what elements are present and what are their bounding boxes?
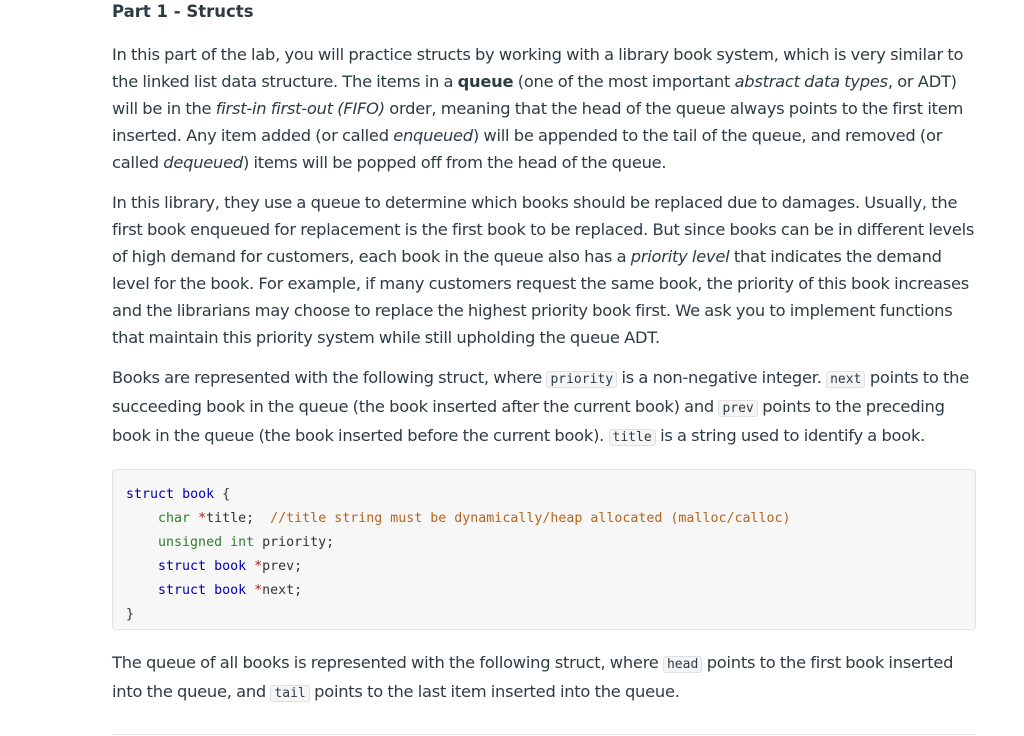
text: that indicates the demand level for the book. For example, if many customers request the same book, the priority of this book increases and the librarians may choose to replace the highest priority book first. We ask you to implement functions that maintain this priority system while still upholding the queue ADT. — [112, 247, 969, 347]
text: ) items will be popped off from the head of the queue. — [242, 153, 667, 172]
text: is a string used to identify a book. — [655, 426, 926, 445]
code-field: title; — [206, 511, 255, 526]
inline-code-tail: tail — [270, 685, 309, 702]
italic-term: first-in first-out (FIFO) — [215, 99, 385, 118]
text: is a non-negative integer. — [617, 368, 827, 387]
priority-paragraph — [112, 189, 976, 351]
code-keyword: struct — [126, 487, 175, 502]
text: (one of the most important — [513, 72, 735, 91]
lab-content — [112, 0, 976, 707]
bold-term-queue: queue — [457, 72, 514, 91]
queue-intro-paragraph — [112, 41, 976, 176]
italic-term: enqueued — [393, 126, 473, 145]
code-type-name: book — [214, 583, 247, 598]
code-punct: { — [214, 487, 231, 502]
text: , or ADT) will be in the — [112, 72, 957, 118]
section-divider — [112, 734, 976, 735]
text: Books are represented with the following struct, where — [112, 368, 547, 387]
code-field: prev; — [262, 559, 303, 574]
inline-code-prev: prev — [718, 400, 757, 417]
code-field: next; — [262, 583, 303, 598]
inline-code-title: title — [609, 429, 656, 446]
section-title: Part 1 - Structs — [112, 2, 254, 21]
code-field: priority; — [262, 535, 335, 550]
book-struct-code-block — [112, 469, 976, 630]
code-keyword: struct — [158, 559, 207, 574]
code-type: unsigned int — [158, 535, 255, 550]
text: In this library, they use a queue to determine which books should be replaced due to damages. Usually, the first book enqueued for replacement is the first book to be replaced. But since books can be in different levels of high demand for customers, each book in the queue also has a — [112, 193, 975, 266]
text: points to the first book inserted into the queue, and — [112, 653, 954, 701]
inline-code-next: next — [826, 371, 865, 388]
text: order, meaning that the head of the queue always points to the first item inserted. Any item added (or called — [112, 99, 964, 145]
book-struct-paragraph — [112, 364, 976, 451]
code-pointer: * — [198, 511, 207, 526]
code-pointer: * — [254, 559, 263, 574]
italic-term: dequeued — [163, 153, 243, 172]
code-comment: //title string must be dynamically/heap allocated (malloc/calloc) — [270, 511, 791, 526]
code-type-name: book — [182, 487, 215, 502]
code-punct: } — [126, 607, 135, 622]
code-type: char — [158, 511, 191, 526]
text: In this part of the lab, you will practice structs by working with a library book system, which is very similar to the linked list data structure. The items in a — [112, 45, 964, 91]
queue-struct-paragraph — [112, 649, 976, 707]
code-pointer: * — [254, 583, 263, 598]
text: points to the last item inserted into the queue. — [309, 682, 680, 701]
code-type-name: book — [214, 559, 247, 574]
text: The queue of all books is represented with the following struct, where — [112, 653, 663, 672]
text: ) will be appended to the tail of the queue, and removed (or called — [112, 126, 943, 172]
italic-term: abstract data types — [734, 72, 888, 91]
code-keyword: struct — [158, 583, 207, 598]
text: points to the preceding book in the queue (the book inserted before the current book). — [112, 397, 945, 445]
inline-code-head: head — [663, 656, 702, 673]
inline-code-priority: priority — [546, 371, 617, 388]
italic-term: priority level — [630, 247, 730, 266]
text: points to the succeeding book in the queue (the book inserted after the current book) and — [112, 368, 969, 416]
